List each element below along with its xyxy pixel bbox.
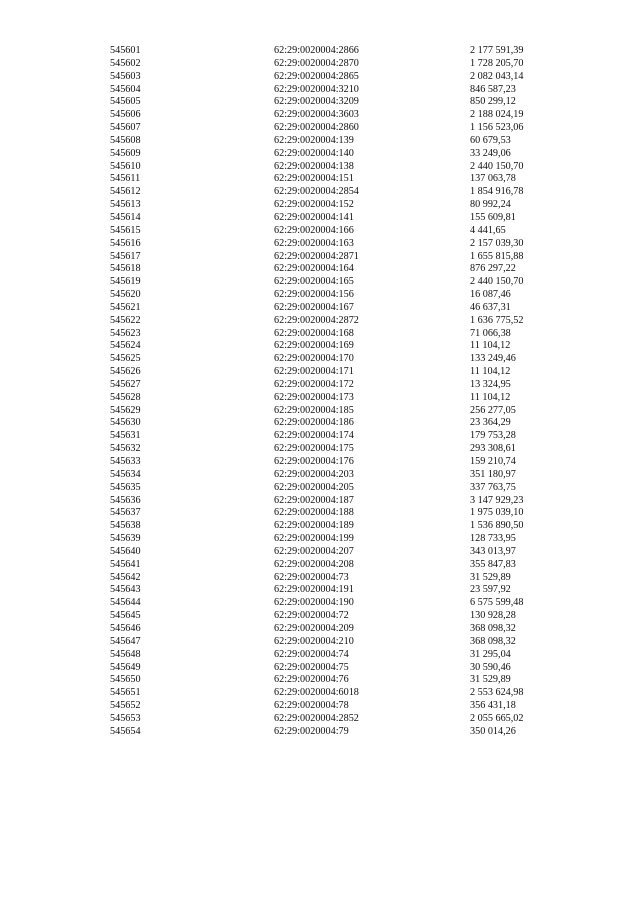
cadastral-number-cell: 62:29:0020004:139 bbox=[274, 134, 354, 146]
cadastral-value-cell: 2 177 591,39 bbox=[470, 45, 524, 56]
table-row bbox=[110, 186, 570, 199]
table-row bbox=[110, 84, 570, 97]
cadastral-number-cell: 62:29:0020004:209 bbox=[274, 622, 354, 634]
cadastral-value-cell: 2 440 150,70 bbox=[470, 276, 524, 288]
row-number-cell: 545634 bbox=[110, 468, 141, 480]
table-row bbox=[110, 559, 570, 572]
row-number-cell: 545627 bbox=[110, 378, 141, 390]
table-body bbox=[110, 45, 570, 739]
table-row bbox=[110, 392, 570, 405]
cadastral-number-cell: 62:29:0020004:170 bbox=[274, 353, 354, 365]
cadastral-number-cell: 62:29:0020004:6018 bbox=[274, 687, 359, 699]
table-row bbox=[110, 109, 570, 122]
cadastral-value-cell: 1 156 523,06 bbox=[470, 122, 524, 134]
cadastral-value-cell: 1 975 039,10 bbox=[470, 507, 524, 519]
cadastral-number-cell: 62:29:0020004:172 bbox=[274, 378, 354, 390]
row-number-cell: 545646 bbox=[110, 622, 141, 634]
cadastral-number-cell: 62:29:0020004:176 bbox=[274, 456, 354, 467]
row-number-cell: 545623 bbox=[110, 327, 141, 339]
row-number-cell: 545629 bbox=[110, 404, 141, 416]
table-row bbox=[110, 469, 570, 482]
cadastral-value-cell: 356 431,18 bbox=[470, 700, 516, 712]
cadastral-value-cell: 1 536 890,50 bbox=[470, 520, 524, 532]
cadastral-number-cell: 62:29:0020004:166 bbox=[274, 224, 354, 236]
row-number-cell: 545620 bbox=[110, 289, 141, 301]
cadastral-value-cell: 1 655 815,88 bbox=[470, 250, 524, 262]
table-row bbox=[110, 148, 570, 161]
cadastral-value-cell: 3 147 929,23 bbox=[470, 494, 524, 506]
cadastral-value-cell: 2 055 665,02 bbox=[470, 712, 524, 724]
cadastral-value-cell: 876 297,22 bbox=[470, 263, 516, 275]
table-row bbox=[110, 353, 570, 366]
cadastral-number-cell: 62:29:0020004:2852 bbox=[274, 712, 359, 724]
cadastral-number-cell: 62:29:0020004:138 bbox=[274, 160, 354, 172]
table-row bbox=[110, 443, 570, 456]
row-number-cell: 545614 bbox=[110, 211, 141, 223]
row-number-cell: 545618 bbox=[110, 263, 141, 275]
row-number-cell: 545601 bbox=[110, 45, 141, 56]
row-number-cell: 545613 bbox=[110, 199, 141, 211]
table-row bbox=[110, 584, 570, 597]
row-number-cell: 545652 bbox=[110, 700, 141, 712]
table-row bbox=[110, 96, 570, 109]
cadastral-value-cell: 71 066,38 bbox=[470, 327, 511, 339]
row-number-cell: 545636 bbox=[110, 494, 141, 506]
cadastral-number-cell: 62:29:0020004:2854 bbox=[274, 186, 359, 198]
cadastral-value-cell: 155 609,81 bbox=[470, 211, 516, 223]
table-row bbox=[110, 135, 570, 148]
cadastral-value-cell: 2 082 043,14 bbox=[470, 70, 524, 82]
cadastral-number-cell: 62:29:0020004:188 bbox=[274, 507, 354, 519]
cadastral-value-cell: 2 157 039,30 bbox=[470, 237, 524, 249]
cadastral-value-cell: 11 104,12 bbox=[470, 366, 511, 378]
cadastral-number-cell: 62:29:0020004:203 bbox=[274, 468, 354, 480]
table-row bbox=[110, 340, 570, 353]
table-row bbox=[110, 533, 570, 546]
cadastral-number-cell: 62:29:0020004:171 bbox=[274, 366, 354, 378]
cadastral-value-cell: 179 753,28 bbox=[470, 430, 516, 442]
row-number-cell: 545645 bbox=[110, 610, 141, 622]
cadastral-number-cell: 62:29:0020004:168 bbox=[274, 327, 354, 339]
table-row bbox=[110, 379, 570, 392]
table-row bbox=[110, 520, 570, 533]
row-number-cell: 545650 bbox=[110, 674, 141, 686]
cadastral-value-cell: 256 277,05 bbox=[470, 404, 516, 416]
cadastral-value-cell: 11 104,12 bbox=[470, 340, 511, 352]
cadastral-number-cell: 62:29:0020004:185 bbox=[274, 404, 354, 416]
row-number-cell: 545637 bbox=[110, 507, 141, 519]
cadastral-value-cell: 13 324,95 bbox=[470, 378, 511, 390]
table-row bbox=[110, 173, 570, 186]
row-number-cell: 545638 bbox=[110, 520, 141, 532]
cadastral-number-cell: 62:29:0020004:173 bbox=[274, 391, 354, 403]
row-number-cell: 545606 bbox=[110, 109, 141, 121]
row-number-cell: 545630 bbox=[110, 417, 141, 429]
table-row bbox=[110, 276, 570, 289]
table-row bbox=[110, 122, 570, 135]
cadastral-number-cell: 62:29:0020004:3210 bbox=[274, 83, 359, 95]
table-row bbox=[110, 405, 570, 418]
cadastral-number-cell: 62:29:0020004:2865 bbox=[274, 70, 359, 82]
table-row bbox=[110, 212, 570, 225]
cadastral-number-cell: 62:29:0020004:207 bbox=[274, 545, 354, 557]
table-row bbox=[110, 366, 570, 379]
table-row bbox=[110, 482, 570, 495]
cadastral-value-cell: 846 587,23 bbox=[470, 83, 516, 95]
row-number-cell: 545643 bbox=[110, 584, 141, 596]
cadastral-number-cell: 62:29:0020004:152 bbox=[274, 199, 354, 211]
cadastral-value-cell: 31 529,89 bbox=[470, 674, 511, 686]
cadastral-value-cell: 355 847,83 bbox=[470, 558, 516, 570]
cadastral-number-cell: 62:29:0020004:156 bbox=[274, 289, 354, 301]
table-row bbox=[110, 225, 570, 238]
table-row bbox=[110, 328, 570, 341]
table-row bbox=[110, 726, 570, 739]
row-number-cell: 545651 bbox=[110, 687, 141, 699]
cadastral-number-cell: 62:29:0020004:2871 bbox=[274, 250, 359, 262]
cadastral-number-cell: 62:29:0020004:3209 bbox=[274, 96, 359, 108]
cadastral-number-cell: 62:29:0020004:2866 bbox=[274, 45, 359, 56]
table-row bbox=[110, 495, 570, 508]
cadastral-number-cell: 62:29:0020004:2872 bbox=[274, 314, 359, 326]
cadastral-value-cell: 1 728 205,70 bbox=[470, 57, 524, 69]
row-number-cell: 545610 bbox=[110, 160, 141, 172]
cadastral-value-cell: 46 637,31 bbox=[470, 301, 511, 313]
row-number-cell: 545616 bbox=[110, 237, 141, 249]
row-number-cell: 545626 bbox=[110, 366, 141, 378]
table-row bbox=[110, 251, 570, 264]
cadastral-value-cell: 133 249,46 bbox=[470, 353, 516, 365]
table-row bbox=[110, 662, 570, 675]
cadastral-number-cell: 62:29:0020004:79 bbox=[274, 725, 349, 737]
cadastral-value-cell: 293 308,61 bbox=[470, 443, 516, 455]
cadastral-number-cell: 62:29:0020004:140 bbox=[274, 147, 354, 159]
cadastral-number-cell: 62:29:0020004:191 bbox=[274, 584, 354, 596]
cadastral-value-cell: 128 733,95 bbox=[470, 533, 516, 545]
table-row bbox=[110, 687, 570, 700]
cadastral-number-cell: 62:29:0020004:205 bbox=[274, 481, 354, 493]
cadastral-value-cell: 137 063,78 bbox=[470, 173, 516, 185]
table-row bbox=[110, 430, 570, 443]
cadastral-number-cell: 62:29:0020004:210 bbox=[274, 635, 354, 647]
table-row bbox=[110, 71, 570, 84]
cadastral-number-cell: 62:29:0020004:78 bbox=[274, 700, 349, 712]
row-number-cell: 545612 bbox=[110, 186, 141, 198]
cadastral-value-cell: 80 992,24 bbox=[470, 199, 511, 211]
cadastral-value-cell: 1 854 916,78 bbox=[470, 186, 524, 198]
cadastral-number-cell: 62:29:0020004:199 bbox=[274, 533, 354, 545]
row-number-cell: 545654 bbox=[110, 725, 141, 737]
row-number-cell: 545609 bbox=[110, 147, 141, 159]
row-number-cell: 545615 bbox=[110, 224, 141, 236]
cadastral-number-cell: 62:29:0020004:75 bbox=[274, 661, 349, 673]
cadastral-value-cell: 1 636 775,52 bbox=[470, 314, 524, 326]
cadastral-value-cell: 368 098,32 bbox=[470, 622, 516, 634]
row-number-cell: 545607 bbox=[110, 122, 141, 134]
cadastral-number-cell: 62:29:0020004:2870 bbox=[274, 57, 359, 69]
table-row bbox=[110, 456, 570, 469]
cadastral-value-cell: 33 249,06 bbox=[470, 147, 511, 159]
cadastral-number-cell: 62:29:0020004:3603 bbox=[274, 109, 359, 121]
table-row bbox=[110, 700, 570, 713]
row-number-cell: 545602 bbox=[110, 57, 141, 69]
cadastral-value-cell: 11 104,12 bbox=[470, 391, 511, 403]
table-row bbox=[110, 238, 570, 251]
cadastral-number-cell: 62:29:0020004:189 bbox=[274, 520, 354, 532]
cadastral-number-cell: 62:29:0020004:208 bbox=[274, 558, 354, 570]
row-number-cell: 545625 bbox=[110, 353, 141, 365]
table-row bbox=[110, 649, 570, 662]
table-row bbox=[110, 58, 570, 71]
row-number-cell: 545624 bbox=[110, 340, 141, 352]
cadastral-value-cell: 16 087,46 bbox=[470, 289, 511, 301]
cadastral-value-cell: 2 188 024,19 bbox=[470, 109, 524, 121]
row-number-cell: 545635 bbox=[110, 481, 141, 493]
table-row bbox=[110, 315, 570, 328]
row-number-cell: 545622 bbox=[110, 314, 141, 326]
cadastral-value-cell: 4 441,65 bbox=[470, 224, 506, 236]
cadastral-value-cell: 2 553 624,98 bbox=[470, 687, 524, 699]
row-number-cell: 545619 bbox=[110, 276, 141, 288]
cadastral-number-cell: 62:29:0020004:72 bbox=[274, 610, 349, 622]
cadastral-number-cell: 62:29:0020004:187 bbox=[274, 494, 354, 506]
table-row bbox=[110, 199, 570, 212]
cadastral-value-cell: 23 364,29 bbox=[470, 417, 511, 429]
row-number-cell: 545631 bbox=[110, 430, 141, 442]
row-number-cell: 545641 bbox=[110, 558, 141, 570]
row-number-cell: 545605 bbox=[110, 96, 141, 108]
row-number-cell: 545617 bbox=[110, 250, 141, 262]
table-row bbox=[110, 623, 570, 636]
cadastral-value-cell: 60 679,53 bbox=[470, 134, 511, 146]
row-number-cell: 545632 bbox=[110, 443, 141, 455]
cadastral-number-cell: 62:29:0020004:164 bbox=[274, 263, 354, 275]
table-row bbox=[110, 302, 570, 315]
cadastral-number-cell: 62:29:0020004:169 bbox=[274, 340, 354, 352]
row-number-cell: 545633 bbox=[110, 456, 141, 467]
cadastral-value-cell: 23 597,92 bbox=[470, 584, 511, 596]
cadastral-number-cell: 62:29:0020004:175 bbox=[274, 443, 354, 455]
cadastral-value-cell: 6 575 599,48 bbox=[470, 597, 524, 609]
table-row bbox=[110, 636, 570, 649]
cadastral-value-cell: 31 295,04 bbox=[470, 648, 511, 660]
cadastral-number-cell: 62:29:0020004:74 bbox=[274, 648, 349, 660]
cadastral-value-table bbox=[110, 45, 570, 739]
cadastral-number-cell: 62:29:0020004:163 bbox=[274, 237, 354, 249]
row-number-cell: 545621 bbox=[110, 301, 141, 313]
table-row bbox=[110, 45, 570, 58]
row-number-cell: 545628 bbox=[110, 391, 141, 403]
table-row bbox=[110, 161, 570, 174]
row-number-cell: 545611 bbox=[110, 173, 141, 185]
cadastral-value-cell: 850 299,12 bbox=[470, 96, 516, 108]
cadastral-number-cell: 62:29:0020004:73 bbox=[274, 571, 349, 583]
row-number-cell: 545608 bbox=[110, 134, 141, 146]
cadastral-number-cell: 62:29:0020004:167 bbox=[274, 301, 354, 313]
cadastral-number-cell: 62:29:0020004:186 bbox=[274, 417, 354, 429]
cadastral-number-cell: 62:29:0020004:174 bbox=[274, 430, 354, 442]
cadastral-value-cell: 350 014,26 bbox=[470, 725, 516, 737]
cadastral-value-cell: 30 590,46 bbox=[470, 661, 511, 673]
cadastral-number-cell: 62:29:0020004:151 bbox=[274, 173, 354, 185]
row-number-cell: 545603 bbox=[110, 70, 141, 82]
row-number-cell: 545653 bbox=[110, 712, 141, 724]
row-number-cell: 545639 bbox=[110, 533, 141, 545]
table-row bbox=[110, 263, 570, 276]
row-number-cell: 545644 bbox=[110, 597, 141, 609]
table-row bbox=[110, 713, 570, 726]
row-number-cell: 545647 bbox=[110, 635, 141, 647]
cadastral-number-cell: 62:29:0020004:141 bbox=[274, 211, 354, 223]
row-number-cell: 545648 bbox=[110, 648, 141, 660]
row-number-cell: 545649 bbox=[110, 661, 141, 673]
cadastral-value-cell: 337 763,75 bbox=[470, 481, 516, 493]
table-row bbox=[110, 507, 570, 520]
table-row bbox=[110, 572, 570, 585]
cadastral-number-cell: 62:29:0020004:2860 bbox=[274, 122, 359, 134]
table-row bbox=[110, 417, 570, 430]
cadastral-number-cell: 62:29:0020004:76 bbox=[274, 674, 349, 686]
cadastral-number-cell: 62:29:0020004:190 bbox=[274, 597, 354, 609]
row-number-cell: 545642 bbox=[110, 571, 141, 583]
table-row bbox=[110, 546, 570, 559]
cadastral-value-cell: 351 180,97 bbox=[470, 468, 516, 480]
table-row bbox=[110, 610, 570, 623]
cadastral-number-cell: 62:29:0020004:165 bbox=[274, 276, 354, 288]
table-row bbox=[110, 597, 570, 610]
table-row bbox=[110, 289, 570, 302]
row-number-cell: 545640 bbox=[110, 545, 141, 557]
table-row bbox=[110, 674, 570, 687]
cadastral-value-cell: 368 098,32 bbox=[470, 635, 516, 647]
cadastral-value-cell: 2 440 150,70 bbox=[470, 160, 524, 172]
cadastral-value-cell: 343 013,97 bbox=[470, 545, 516, 557]
row-number-cell: 545604 bbox=[110, 83, 141, 95]
cadastral-value-cell: 31 529,89 bbox=[470, 571, 511, 583]
cadastral-value-cell: 159 210,74 bbox=[470, 456, 516, 467]
cadastral-value-cell: 130 928,28 bbox=[470, 610, 516, 622]
